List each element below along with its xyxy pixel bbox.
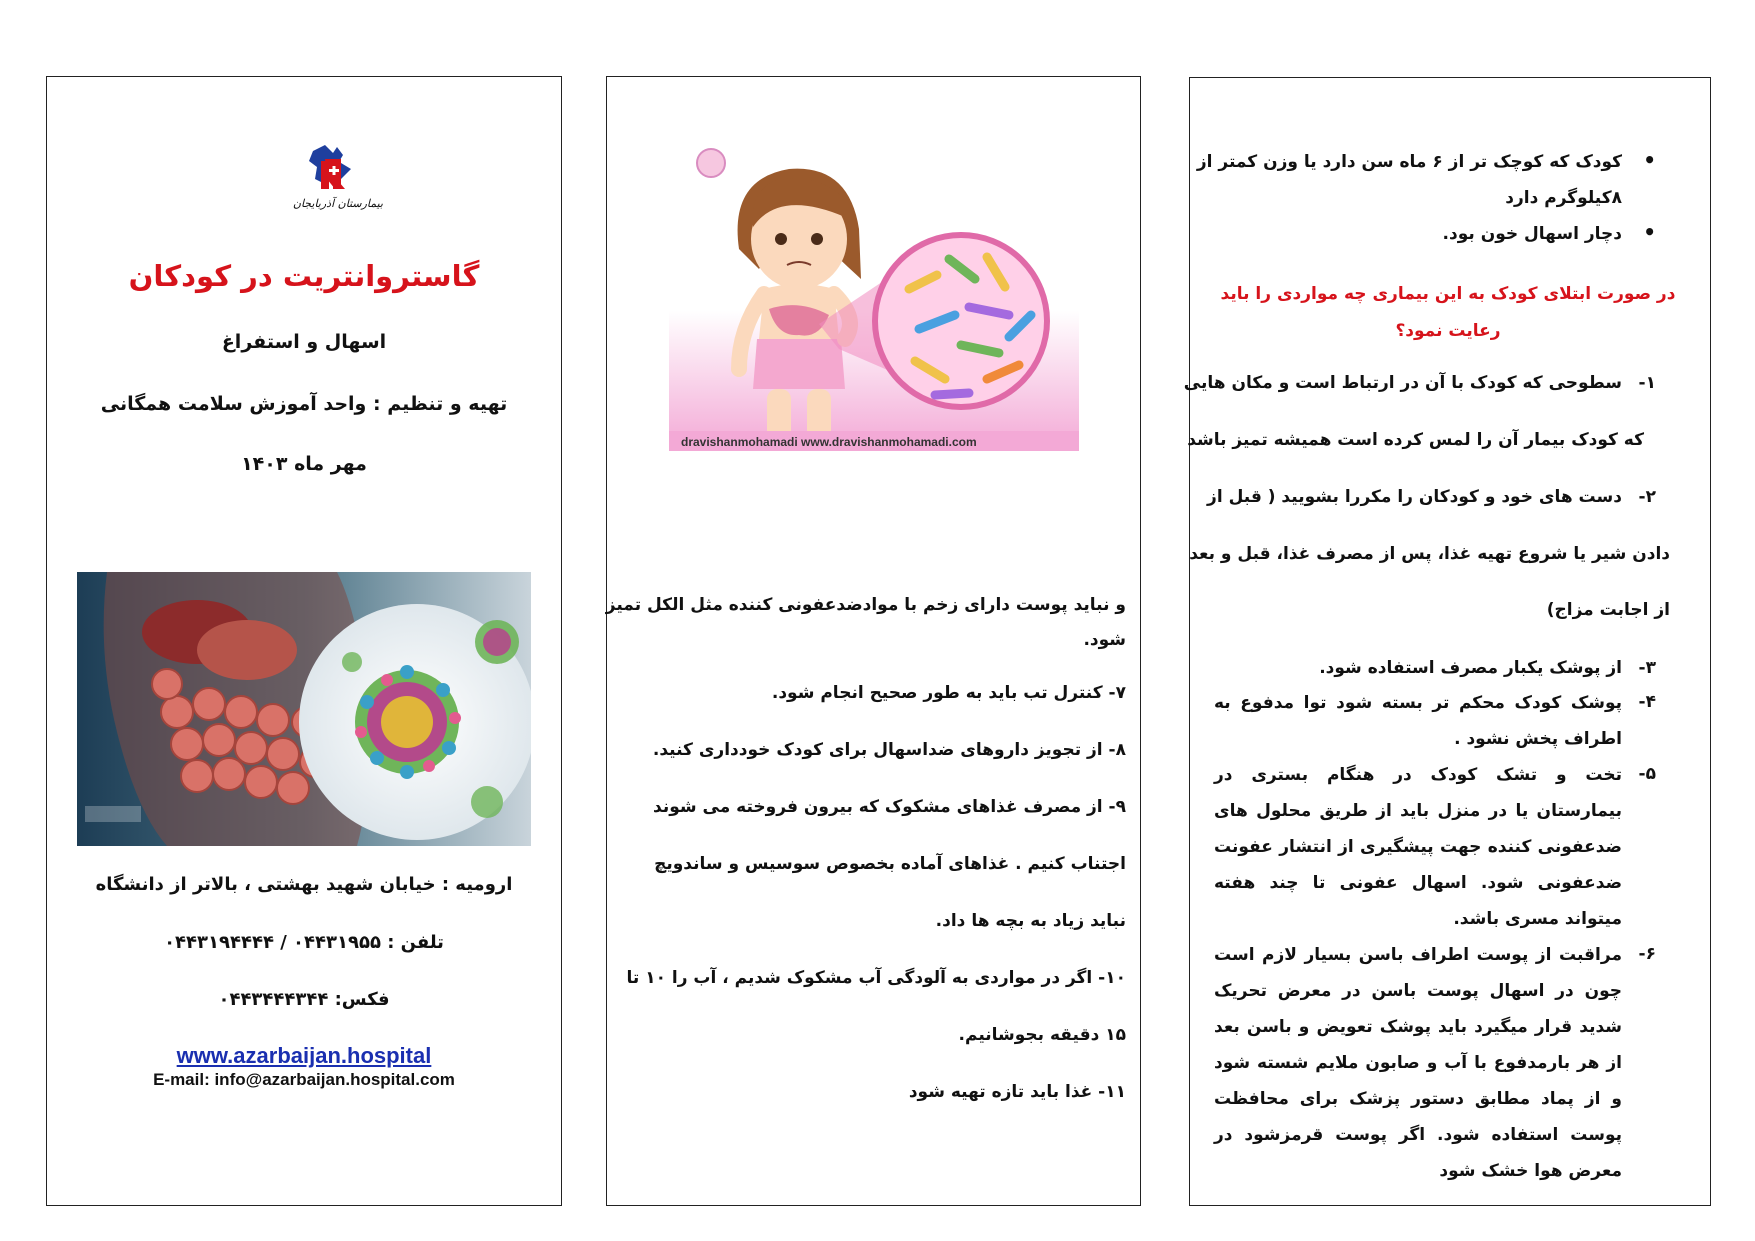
item-line: دادن شیر یا شروع تهیه غذا، پس از مصرف غذا، قبل و بعد <box>1189 544 1670 564</box>
text-line: ۷- کنترل تب باید به طور صحیح انجام شود. <box>771 683 1126 703</box>
text-line: و نباید پوست دارای زخم با موادضدعفونی کننده مثل الکل تمیز <box>605 595 1126 615</box>
middle-panel <box>606 76 1141 1206</box>
hospital-fax: فکس: ۰۴۴۳۴۴۴۳۴۴ <box>218 989 390 1010</box>
bullet-line: دچار اسهال خون بود. <box>1442 224 1622 244</box>
publish-date: مهر ماه ۱۴۰۳ <box>241 453 367 475</box>
hospital-address: ارومیه : خیابان شهید بهشتی ، بالاتر از دانشگاه <box>95 874 513 895</box>
item-number: ۱- <box>1638 373 1656 393</box>
text-line: ۱۱- غذا باید تازه تهیه شود <box>908 1082 1126 1102</box>
bullet-dot-icon: • <box>1643 148 1656 172</box>
logo-caption: بیمارستان آذربایجان <box>292 197 383 210</box>
prepared-by: تهیه و تنظیم : واحد آموزش سلامت همگانی <box>100 393 508 415</box>
item-paragraph: مراقبت از پوست اطراف باسن بسیار لازم است چون در اسهال پوست باسن در معرض تحریک شدید قرار میگیرد باید پوشک تعویض و باسن بعد از هر بارمدفوع با آب و صابون ملایم شسته شود و از پماد مطابق دستور پزشک برای محافظت پوست استفاده شود. اگر پوست قرمزشود در معرض هوا خشک شود <box>1214 945 1622 1181</box>
item-paragraph: تخت و تشک کودک در هنگام بستری در بیمارستان یا در منزل باید از طریق محلول های ضدعفونی کننده جهت پیشگیری از انتشار عفونت ضدعفونی شود. اسهال عفونی تا چند هفته میتواند مسری باشد. <box>1214 765 1622 929</box>
image-watermark: dravishanmohamadi www.dravishanmohamadi.com <box>681 435 977 449</box>
item-number: ۵- <box>1638 764 1656 784</box>
website-link[interactable]: www.azarbaijan.hospital <box>176 1043 432 1068</box>
item-line: که کودک بیمار آن را لمس کرده است همیشه تمیز باشد <box>1187 430 1644 450</box>
item-number: ۳- <box>1638 658 1656 678</box>
brochure-subtitle: اسهال و استفراغ <box>221 331 387 353</box>
text-line: ۱۵ دقیقه بجوشانیم. <box>958 1025 1126 1045</box>
bullet-line: ۸کیلوگرم دارد <box>1505 188 1622 208</box>
text-line: ۹- از مصرف غذاهای مشکوک که بیرون فروخته می شوند <box>653 797 1126 817</box>
item-paragraph: پوشک کودک محکم تر بسته شود توا مدفوع به اطراف پخش نشود . <box>1214 693 1622 749</box>
item-line: از اجابت مزاج) <box>1546 600 1670 620</box>
item-number: ۴- <box>1638 692 1656 712</box>
email-address: E-mail: info@azarbaijan.hospital.com <box>153 1070 455 1089</box>
bullet-line: کودک که کوچک تر از ۶ ماه سن دارد یا وزن کمتر از <box>1196 152 1622 172</box>
item-line: دست های خود و کودکان را مکررا بشویید ( قبل از <box>1207 487 1622 507</box>
child-stomachache-illustration <box>669 139 1079 451</box>
bullet-dot-icon: • <box>1643 220 1656 244</box>
intestine-virus-illustration <box>77 572 531 846</box>
text-line: شود. <box>1083 630 1126 650</box>
text-line: ۱۰- اگر در مواردی به آلودگی آب مشکوک شدیم ، آب را ۱۰ تا <box>626 968 1126 988</box>
section-question: در صورت ابتلای کودک به این بیماری چه مواردی را باید رعایت نمود؟ <box>1220 284 1676 341</box>
item-line: از پوشک یکبار مصرف استفاده شود. <box>1319 658 1622 678</box>
hospital-logo <box>285 139 385 219</box>
item-line: سطوحی که کودک با آن در ارتباط است و مکان هایی <box>1183 373 1622 393</box>
hospital-phone: تلفن : ۰۴۴۳۱۹۵۵ / ۰۴۴۳۱۹۴۴۴۴ <box>164 932 444 953</box>
text-line: نباید زیاد به بچه ها داد. <box>935 911 1126 931</box>
text-line: اجتناب کنیم . غذاهای آماده بخصوص سوسیس و ساندویچ <box>654 854 1126 874</box>
item-number: ۶- <box>1638 944 1656 964</box>
cover-panel <box>46 76 562 1206</box>
right-panel <box>1183 77 1711 1206</box>
text-line: ۸- از تجویز داروهای ضداسهال برای کودک خودداری کنید. <box>652 740 1126 760</box>
brochure-title: گاستروانتریت در کودکان <box>128 259 480 293</box>
item-number: ۲- <box>1638 487 1656 507</box>
